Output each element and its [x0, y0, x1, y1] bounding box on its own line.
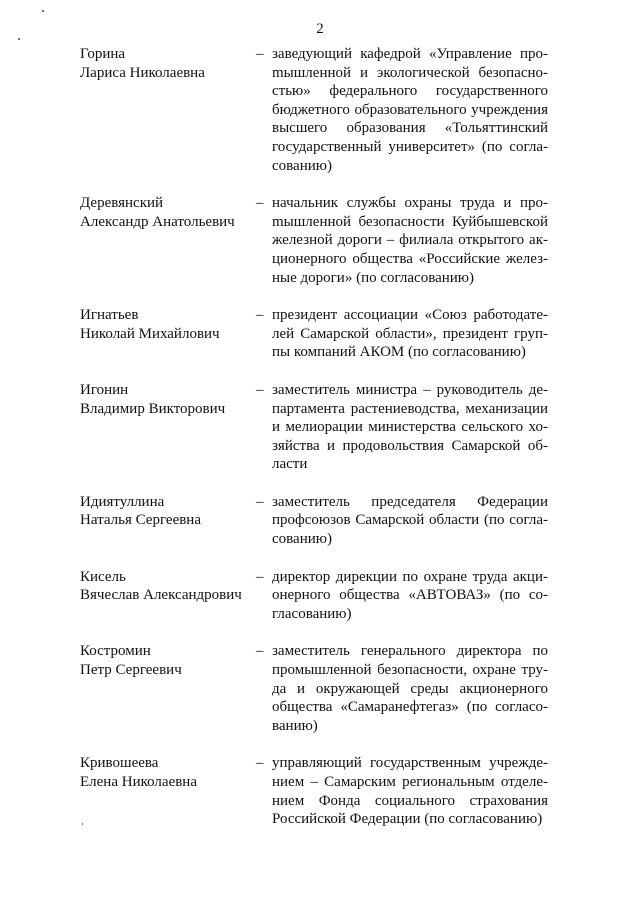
member-given-names: Лариса Николаевна — [80, 64, 205, 81]
member-surname: Игнатьев — [80, 307, 139, 324]
member-surname: Кисель — [80, 568, 126, 585]
commission-member-list — [80, 45, 560, 848]
member-name — [80, 493, 256, 549]
member-given-names: Владимир Викторович — [80, 400, 226, 417]
member-given-names: Наталья Сергеевна — [80, 512, 201, 529]
member-name — [80, 642, 256, 735]
member-position: начальник службы охраны труда и проmышленной безопасности Куйбышевской железной дороги – филиала открытого акционерного общества «Российские железные дороги» (по согласованию) — [272, 195, 548, 286]
entry-dash: – — [256, 381, 264, 398]
member-entry — [80, 45, 560, 175]
member-entry — [80, 568, 560, 624]
page-number: 2 — [316, 21, 324, 37]
member-surname: Костромин — [80, 643, 151, 660]
member-position: заместитель генерального директора по промышленной безопасности, охране труда и окружающей среды акционерного общества «Самаранефтегаз» (по согласованию) — [272, 643, 548, 734]
entry-dash: – — [256, 755, 264, 772]
member-name — [80, 754, 256, 828]
entry-dash: – — [256, 568, 264, 585]
member-surname: Кривошеева — [80, 755, 159, 772]
member-position: заместитель министра – руководитель департамента растениеводства, механизации и мелиорации министерства сельского хозяйства и продовольствия Самарской области — [272, 381, 548, 473]
entry-dash: – — [256, 493, 264, 510]
member-position: заведующий кафедрой «Управление проmышленной и экологической безопасностью» федерального государственного бюджетного образовательного учреждения высшего образования «Тольяттинский государственный университет» (по согласованию) — [272, 46, 548, 174]
entry-dash: – — [256, 195, 264, 212]
member-given-names: Александр Анатольевич — [80, 213, 235, 230]
member-entry — [80, 493, 560, 549]
member-position: управляющий государственным учреждением – Самарским региональным отделением Фонда социального страхования Российской Федерации (по согласованию) — [272, 755, 548, 828]
member-given-names: Вячеслав Александрович — [80, 587, 242, 604]
member-entry — [80, 642, 560, 735]
member-surname: Игонин — [80, 381, 129, 398]
member-given-names: Елена Николаевна — [80, 774, 197, 790]
member-surname: Идиятуллина — [80, 493, 165, 510]
member-given-names: Петр Сергеевич — [80, 662, 182, 679]
scan-speck — [18, 38, 20, 40]
member-position: заместитель председателя Федерации профсоюзов Самарской области (по согласованию) — [272, 493, 548, 548]
entry-dash: – — [256, 307, 264, 324]
member-entry — [80, 306, 560, 362]
member-position: директор дирекции по охране труда акционерного общества «АВТОВАЗ» (по согласованию) — [272, 568, 548, 622]
member-entry — [80, 754, 560, 828]
member-position: президент ассоциации «Союз работодателей Самарской области», президент группы компаний АКОМ (по согласованию) — [272, 307, 548, 361]
member-name — [80, 568, 256, 624]
entry-dash: – — [256, 643, 264, 660]
member-surname: Горина — [80, 46, 126, 62]
member-name — [80, 194, 256, 287]
member-given-names: Николай Михайлович — [80, 325, 220, 342]
member-entry — [80, 194, 560, 287]
entry-dash: – — [256, 46, 264, 62]
member-name — [80, 45, 256, 175]
member-name — [80, 381, 256, 474]
member-entry — [80, 381, 560, 474]
scan-speck — [42, 10, 44, 12]
member-name — [80, 306, 256, 362]
member-surname: Деревянский — [80, 195, 164, 212]
